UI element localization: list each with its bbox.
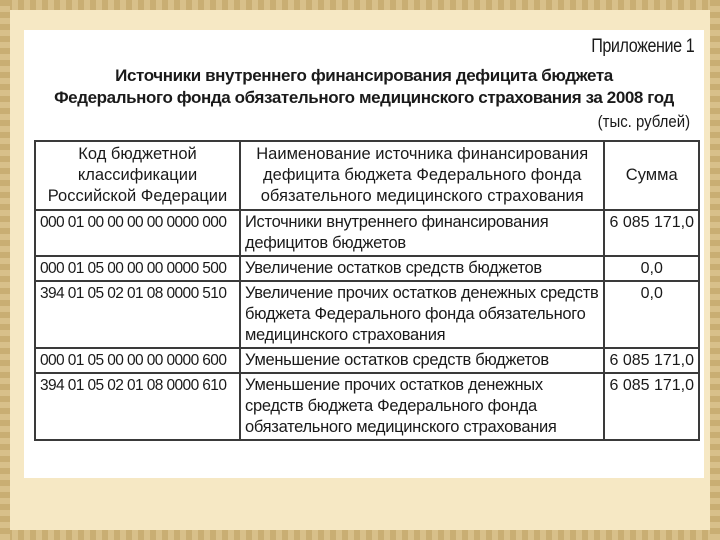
appendix-label: Приложение 1	[590, 36, 694, 57]
financing-sources-table	[34, 140, 700, 441]
header-code: Код бюджетной классификации Российской Федерации	[35, 141, 240, 210]
cell-name: Увеличение прочих остатков денежных средств бюджета Федерального фонда обязательного медицинского страхования	[240, 281, 604, 348]
cell-name: Увеличение остатков средств бюджетов	[240, 256, 604, 281]
slide-border-left	[0, 0, 10, 540]
slide-border-right	[710, 0, 720, 540]
cell-sum: 6 085 171,0	[604, 373, 699, 440]
table-row	[35, 348, 699, 373]
cell-code: 000 01 00 00 00 00 0000 000	[35, 210, 240, 256]
header-sum: Сумма	[604, 141, 699, 210]
header-name: Наименование источника финансирования дефицита бюджета Федерального фонда обязательного медицинского страхования	[240, 141, 604, 210]
table-row	[35, 210, 699, 256]
cell-name: Источники внутреннего финансирования дефицитов бюджетов	[240, 210, 604, 256]
table-row	[35, 373, 699, 440]
table-header-row	[35, 141, 699, 210]
document-title-line-2: Федерального фонда обязательного медицинского страхования за 2008 год	[54, 88, 674, 107]
units-label: (тыс. рублей)	[597, 112, 690, 131]
cell-sum: 6 085 171,0	[604, 210, 699, 256]
cell-name: Уменьшение остатков средств бюджетов	[240, 348, 604, 373]
cell-code: 394 01 05 02 01 08 0000 610	[35, 373, 240, 440]
cell-name: Уменьшение прочих остатков денежных средств бюджета Федерального фонда обязательного медицинского страхования	[240, 373, 604, 440]
table-row	[35, 256, 699, 281]
cell-code: 000 01 05 00 00 00 0000 500	[35, 256, 240, 281]
cell-sum: 0,0	[604, 281, 699, 348]
slide-border-top	[0, 0, 720, 10]
cell-sum: 6 085 171,0	[604, 348, 699, 373]
cell-code: 000 01 05 00 00 00 0000 600	[35, 348, 240, 373]
slide-border-bottom	[0, 530, 720, 540]
cell-sum: 0,0	[604, 256, 699, 281]
table-row	[35, 281, 699, 348]
document-title-line-1: Источники внутреннего финансирования дефицита бюджета	[115, 66, 613, 85]
document-sheet	[24, 30, 704, 478]
cell-code: 394 01 05 02 01 08 0000 510	[35, 281, 240, 348]
